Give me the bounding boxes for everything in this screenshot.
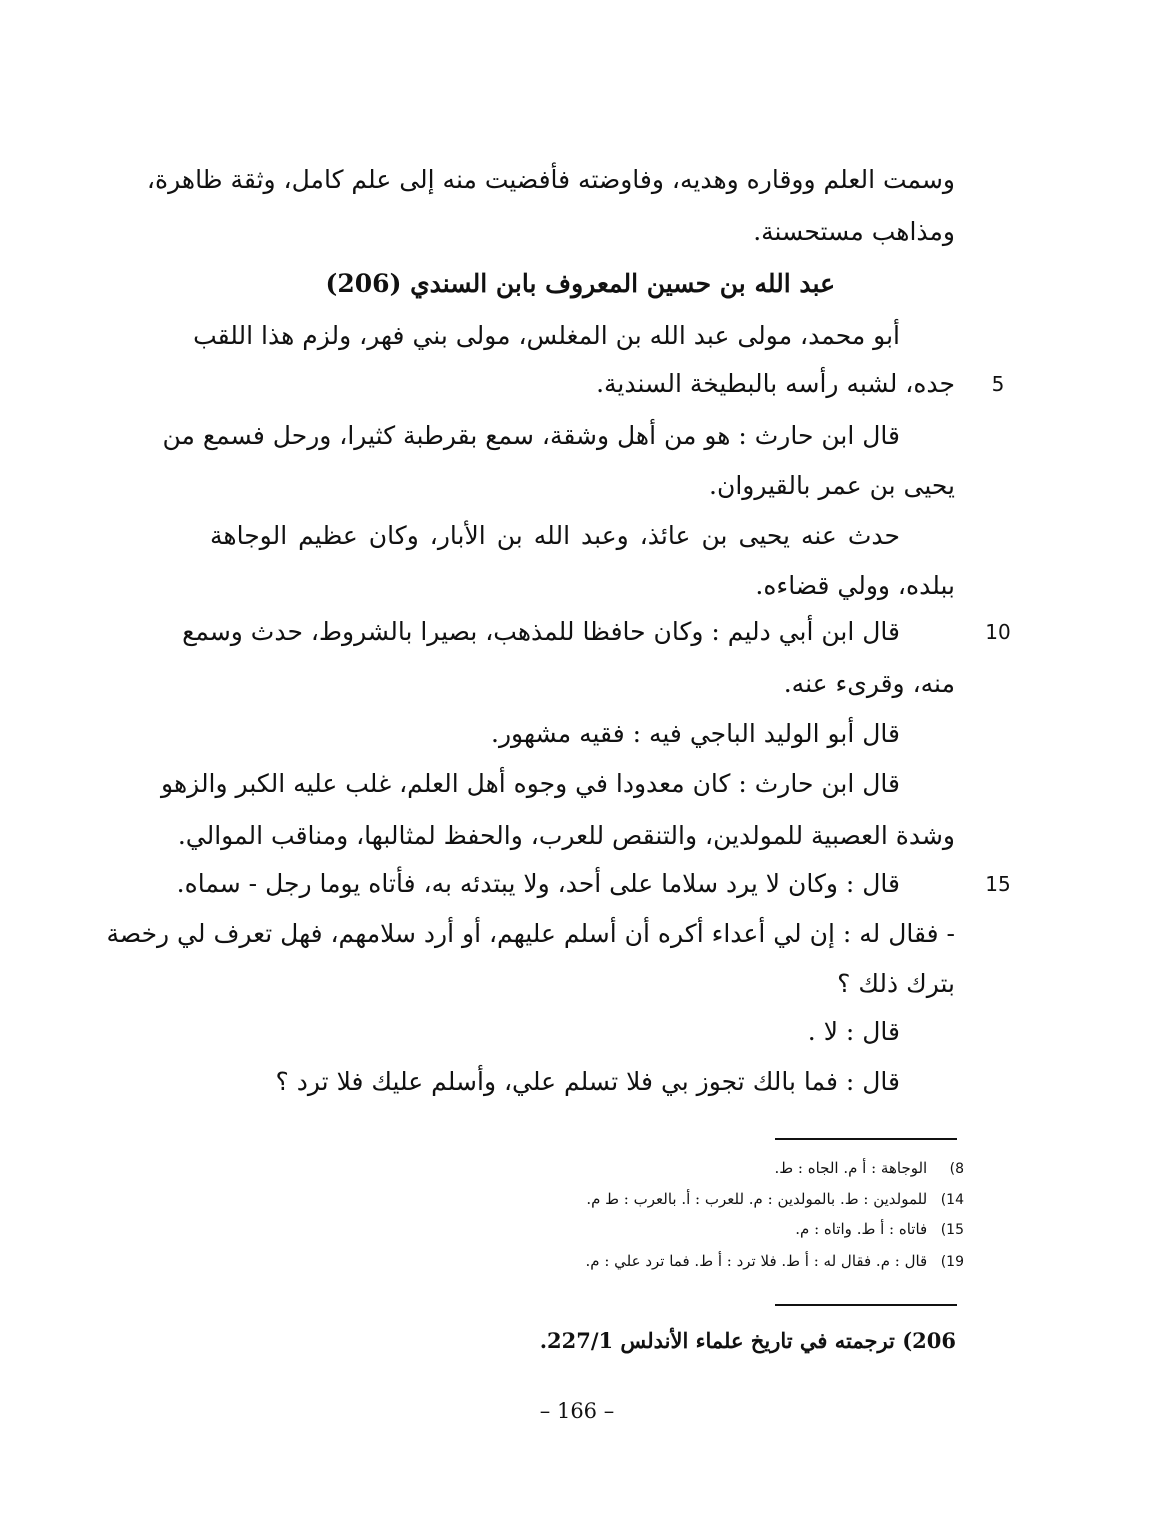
text-line: جده، لشبه رأسه بالبطيخة السندية. — [596, 369, 955, 398]
footnote — [586, 1250, 964, 1273]
footnote-text: قال : م. فقال له : أ ط. فلا ترد : أ ط. فما ترد علي : م. — [585, 1252, 928, 1270]
footnote-text: الوجاهة : أ م. الجاه : ط. — [774, 1159, 928, 1177]
footnote — [586, 1188, 964, 1211]
text-line: قال : فما بالك تجوز بي فلا تسلم علي، وأسلم عليك فلا ترد ؟ — [275, 1067, 900, 1096]
line-number: 5 — [991, 372, 1005, 396]
footnote-text: للمولدين : ط. بالمولدين : م. للعرب : أ. بالعرب : ط م. — [586, 1190, 928, 1208]
text-line: قال ابن أبي دليم : وكان حافظا للمذهب، بصيرا بالشروط، حدث وسمع — [182, 617, 900, 646]
note-separator — [775, 1304, 957, 1306]
text-line: حدث عنه يحيى بن عائذ، وعبد الله بن الأبار، وكان عظيم الوجاهة — [210, 521, 900, 550]
footnote-number: 8) — [949, 1161, 964, 1177]
footnote-text: فاتاه : أ ط. واتاه : م. — [795, 1220, 928, 1238]
footnote — [795, 1218, 964, 1241]
text-line: قال : وكان لا يرد سلاما على أحد، ولا يبتدئه به، فأتاه يوما رجل - سماه. — [176, 869, 900, 898]
biography-note: 206) ترجمته في تاريخ علماء الأندلس 227/1. — [539, 1328, 956, 1353]
text-line: قال أبو الوليد الباجي فيه : فقيه مشهور. — [491, 719, 900, 748]
text-line: قال ابن حارث : كان معدودا في وجوه أهل العلم، غلب عليه الكبر والزهو — [161, 769, 900, 798]
text-line: قال ابن حارث : هو من أهل وشقة، سمع بقرطبة كثيرا، ورحل فسمع من — [162, 421, 900, 450]
text-line: يحيى بن عمر بالقيروان. — [709, 471, 955, 500]
text-line: منه، وقرىء عنه. — [783, 669, 955, 698]
text-line: أبو محمد، مولى عبد الله بن المغلس، مولى بني فهر، ولزم هذا اللقب — [193, 321, 900, 350]
text-line: بترك ذلك ؟ — [837, 969, 955, 998]
text-line: ومذاهب مستحسنة. — [753, 217, 955, 246]
section-heading: عبد الله بن حسين المعروف بابن السندي (206) — [325, 269, 835, 298]
footnote-number: 15) — [940, 1222, 964, 1238]
page-number: – 166 – — [539, 1399, 615, 1423]
line-number: 15 — [985, 872, 1011, 896]
text-line: ببلده، وولي قضاءه. — [755, 571, 955, 600]
line-number: 10 — [985, 620, 1011, 644]
text-line: - فقال له : إن لي أعداء أكره أن أسلم عليهم، أو أرد سلامهم، فهل تعرف لي رخصة — [106, 919, 955, 948]
footnote-number: 19) — [940, 1254, 964, 1270]
footnote-number: 14) — [940, 1192, 964, 1208]
text-line: وشدة العصبية للمولدين، والتنقص للعرب، والحفظ لمثالبها، ومناقب الموالي. — [177, 821, 955, 850]
text-line: قال : لا . — [807, 1017, 900, 1046]
footnote — [775, 1157, 965, 1180]
footnote-separator — [775, 1138, 957, 1140]
text-line: وسمت العلم ووقاره وهديه، وفاوضته فأفضيت منه إلى علم كامل، وثقة ظاهرة، — [146, 165, 955, 194]
